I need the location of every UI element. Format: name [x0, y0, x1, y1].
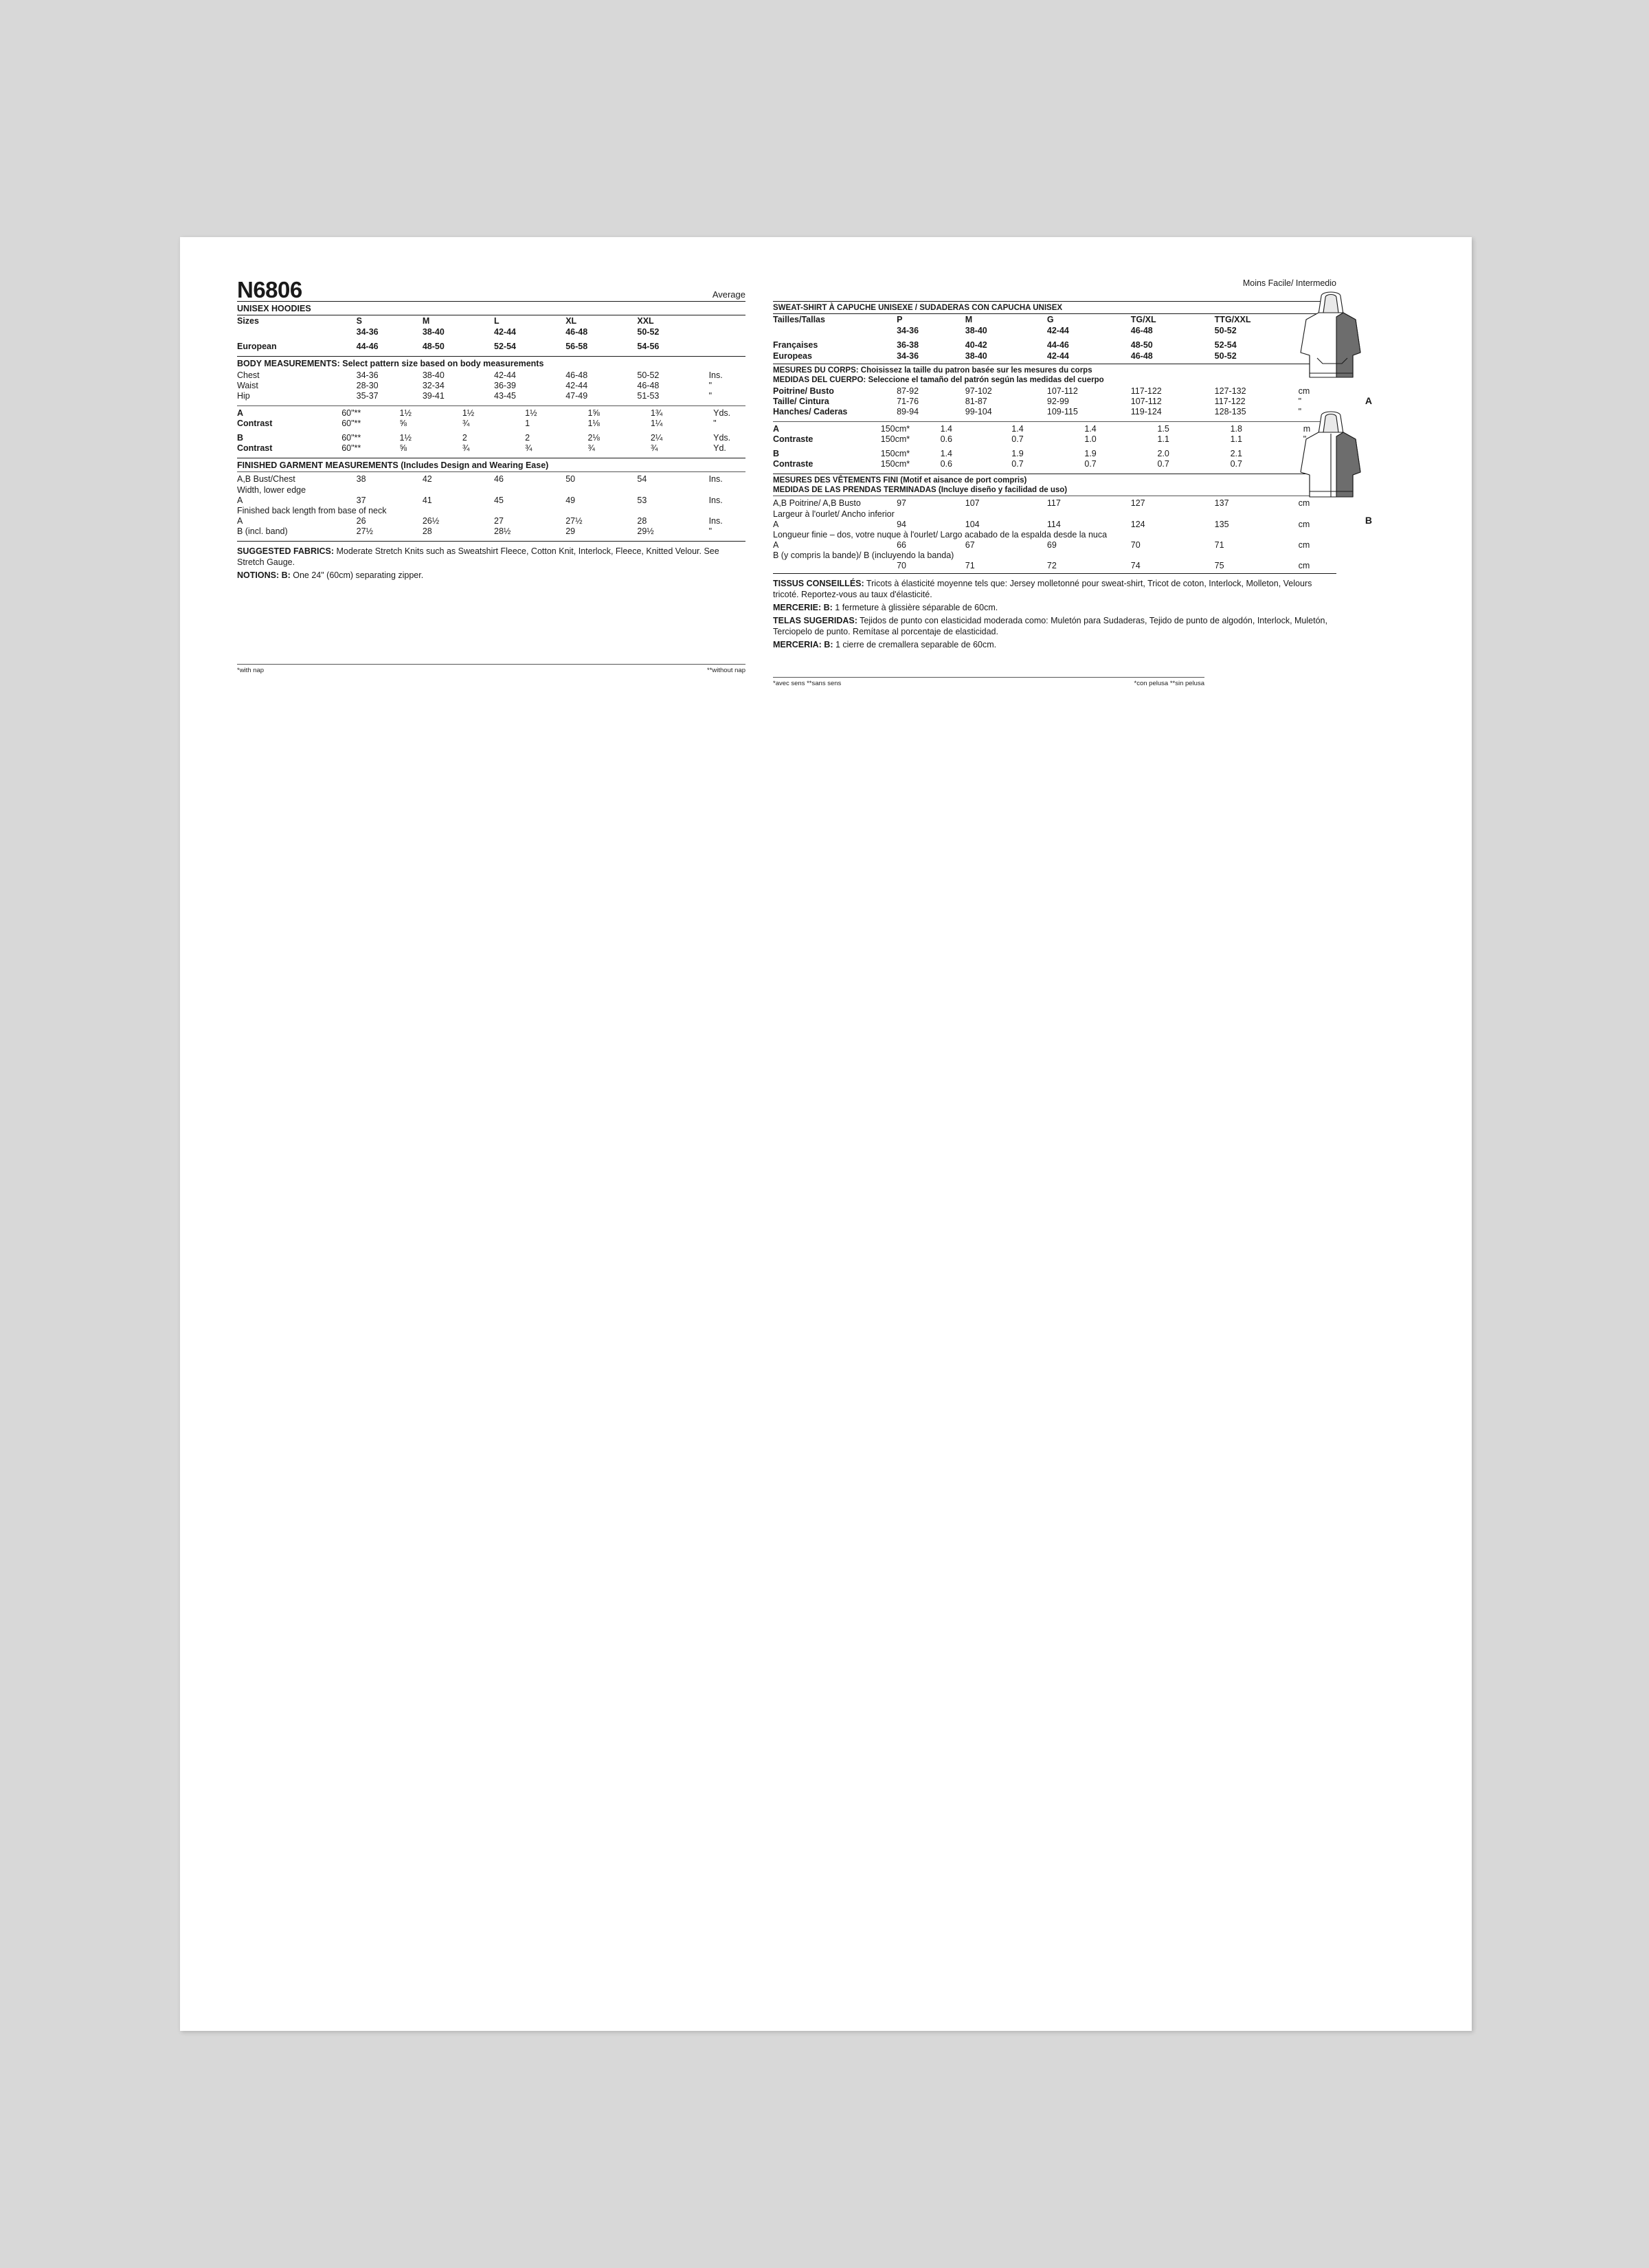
table-row: [237, 408, 745, 419]
cell: 37: [356, 495, 366, 505]
cell: 0.7: [1157, 459, 1169, 469]
english-title: UNISEX HOODIES: [237, 304, 311, 313]
table-row: [237, 380, 745, 390]
table-row: [773, 434, 1336, 445]
cell: 42-44: [1046, 351, 1069, 361]
table-row: [773, 540, 1336, 550]
cell: 114: [1046, 519, 1061, 529]
row-label-taille: Taille/ Cintura: [773, 396, 829, 406]
cell: 1½: [399, 432, 412, 443]
cell: 42-44: [494, 370, 516, 380]
cell: 1.4: [940, 424, 952, 434]
cell: 124: [1130, 519, 1145, 529]
cell: 40-42: [965, 340, 987, 350]
cell: 46-48: [565, 370, 588, 380]
tissus-text: Tricots à élasticité moyenne tels que: Jersey molletonné pour sweat-shirt, Tricot de coton, Interlock, Molleton, Velours tricoté. Reportez-vous au taux d'élasticité.: [773, 579, 1312, 600]
view-a-label: A: [1365, 395, 1372, 406]
cell: 38-40: [965, 326, 987, 335]
cell: 39-41: [422, 390, 445, 401]
cell: 46-48: [1130, 326, 1153, 335]
unit: ": [708, 526, 712, 537]
cell: 1.4: [1011, 424, 1024, 434]
view-a-illustration: [1291, 289, 1373, 405]
cell: ¾: [525, 443, 532, 454]
merceria-paragraph: [773, 639, 1336, 650]
mesures-vetements-title: MESURES DES VÊTEMENTS FINI (Motif et aisance de port compris): [773, 476, 1027, 485]
cell: 29½: [637, 526, 654, 537]
cell: 1⅛: [587, 419, 600, 429]
cell: 36-39: [494, 380, 516, 390]
cell: ¾: [462, 419, 470, 429]
cell: 27: [494, 516, 504, 526]
size-col-p: P: [897, 315, 903, 324]
table-row: [773, 498, 1336, 509]
cell: 36-38: [897, 340, 919, 350]
suggested-fabrics-heading: SUGGESTED FABRICS:: [237, 546, 334, 556]
yardage-width-contrast-b: 60"**: [341, 443, 361, 454]
unit: ": [708, 390, 712, 401]
cell: 2.1: [1230, 448, 1242, 458]
finished-label-bust: A,B Bust/Chest: [237, 474, 295, 485]
cell: 28½: [494, 526, 511, 537]
divider-fr-1: [773, 301, 1336, 302]
size-col-g: G: [1046, 315, 1054, 324]
size-range-m: 38-40: [422, 327, 445, 337]
medidas-prendas-title: MEDIDAS DE LAS PRENDAS TERMINADAS (Incluye diseño y facilidad de uso): [773, 485, 1068, 494]
cell: 0.7: [1230, 459, 1242, 469]
telas-heading: TELAS SUGERIDAS:: [773, 616, 857, 626]
cell: 117: [1046, 498, 1061, 509]
cell: 50-52: [1214, 326, 1237, 335]
cell: 44-46: [1046, 340, 1069, 350]
cell: 107: [965, 498, 980, 509]
cell: 34-36: [897, 351, 919, 361]
cell: 97: [897, 498, 906, 509]
yardage-width-a: 60"**: [341, 408, 361, 419]
suggested-fabrics-paragraph: [237, 546, 745, 568]
cell: 38-40: [965, 351, 987, 361]
unit: Yd.: [713, 443, 726, 454]
table-row: [237, 505, 745, 515]
cell: 71-76: [897, 396, 919, 406]
footnote-con-pelusa: *con pelusa **sin pelusa: [1134, 680, 1204, 688]
table-row: [237, 495, 745, 505]
cell: 75: [1214, 561, 1224, 571]
cell: 45: [494, 495, 504, 505]
table-row: [773, 396, 1336, 406]
table-row: [773, 445, 1336, 459]
cell: 127-132: [1214, 386, 1246, 396]
cell: 1½: [399, 408, 412, 419]
pattern-info-sheet: [237, 278, 1412, 966]
footnote-without-nap: **without nap: [707, 666, 745, 674]
cell: 70: [897, 561, 906, 571]
finished-fr-label-b-bande: B (y compris la bande)/ B (incluyendo la banda): [773, 551, 954, 561]
cell: 0.6: [940, 459, 952, 469]
size-col-xl: XL: [565, 316, 577, 326]
yardage-fr-width-b: 150cm*: [880, 448, 910, 458]
cell: 1.4: [1084, 424, 1097, 434]
tailles-label: Tailles/Tallas: [773, 315, 825, 324]
finished-label-b-length: B (incl. band): [237, 526, 288, 537]
size-range-xl: 46-48: [565, 327, 588, 337]
cell: 26: [356, 516, 366, 526]
yardage-label-b: B: [237, 432, 244, 443]
suggested-fabrics-text: Moderate Stretch Knits such as Sweatshirt Fleece, Cotton Knit, Interlock, Fleece, Knitted Velour. See Stretch Gauge.: [237, 546, 719, 567]
unit: ": [1298, 406, 1301, 416]
table-row: [237, 419, 745, 429]
cell: 34-36: [356, 370, 379, 380]
cell: 107-112: [1046, 386, 1078, 396]
english-footnotes: [237, 667, 745, 674]
cell: 50-52: [637, 370, 660, 380]
cell: 94: [897, 519, 906, 529]
table-row: [773, 529, 1336, 540]
difficulty-french: Moins Facile/ Intermedio: [1242, 278, 1336, 288]
table-row: [773, 551, 1336, 561]
table-row: [237, 370, 745, 380]
english-body-measurements-table: [237, 370, 745, 401]
finished-fr-label-largeur: Largeur à l'ourlet/ Ancho inferior: [773, 509, 895, 519]
cell: 28: [637, 516, 647, 526]
unit: cm: [1298, 498, 1310, 509]
cell: 67: [965, 540, 975, 551]
mercerie-text: 1 fermeture à glissière séparable de 60cm.: [832, 603, 998, 613]
finished-fr-label-blank: [773, 561, 897, 571]
cell: 81-87: [965, 396, 987, 406]
table-row: [773, 325, 1336, 336]
cell: 29: [565, 526, 576, 537]
yardage-fr-label-b: B: [773, 448, 780, 458]
french-finished-measurements-table: [773, 498, 1336, 571]
row-label-hip: Hip: [237, 390, 250, 401]
unit: Yds.: [713, 432, 731, 443]
finished-fr-label-a-width: A: [773, 519, 779, 529]
finished-label-a-length: A: [237, 516, 243, 526]
cell: 49: [565, 495, 576, 505]
yardage-width-contrast-a: 60"**: [341, 419, 361, 429]
cell: 0.6: [940, 434, 952, 445]
table-row: [773, 351, 1336, 362]
divider-en-1: [237, 301, 745, 302]
table-row: [237, 390, 745, 401]
european-s: 44-46: [356, 342, 379, 351]
sizes-label: Sizes: [237, 316, 259, 326]
table-row: [237, 443, 745, 454]
cell: 41: [422, 495, 432, 505]
cell: 71: [1214, 540, 1224, 551]
tissus-heading: TISSUS CONSEILLÉS:: [773, 579, 864, 589]
unit: cm: [1298, 540, 1310, 551]
european-label: European: [237, 342, 277, 351]
cell: 0.7: [1011, 434, 1024, 445]
unit: Ins.: [708, 495, 723, 505]
yardage-fr-width-contrast-b: 150cm*: [880, 459, 910, 469]
yardage-fr-label-contrast-a: Contraste: [773, 434, 814, 445]
divider-en-8: [237, 664, 745, 665]
size-col-m-fr: M: [965, 315, 973, 324]
cell: 27½: [565, 516, 583, 526]
table-row: [237, 515, 745, 526]
cell: 50: [565, 474, 576, 485]
yardage-label-contrast-a: Contrast: [237, 419, 273, 429]
cell: 46: [494, 474, 504, 485]
cell: 28: [422, 526, 432, 537]
notions-heading: NOTIONS: B:: [237, 570, 291, 580]
cell: 74: [1130, 561, 1141, 571]
yardage-fr-width-a: 150cm*: [880, 424, 910, 434]
table-row: [237, 474, 745, 485]
cell: 53: [637, 495, 647, 505]
tissus-conseilles-paragraph: [773, 578, 1336, 600]
cell: 104: [965, 519, 980, 529]
cell: 1.9: [1011, 448, 1024, 458]
size-col-ttgxxl: TTG/XXL: [1214, 315, 1251, 324]
francaises-label: Françaises: [773, 340, 818, 350]
mercerie-paragraph: [773, 602, 1336, 613]
cell: 1¼: [650, 419, 663, 429]
unit-blank: [709, 315, 745, 326]
mesures-du-corps-title: MESURES DU CORPS: Choisissez la taille du patron basée sur les mesures du corps: [773, 366, 1092, 375]
yardage-fr-label-a: A: [773, 424, 780, 434]
cell: 107-112: [1130, 396, 1162, 406]
european-xxl: 54-56: [637, 342, 660, 351]
english-yardage-table: [237, 408, 745, 454]
cell: 27½: [356, 526, 373, 537]
cell: 26½: [422, 516, 440, 526]
size-col-m: M: [422, 316, 430, 326]
footnote-with-nap: *with nap: [237, 666, 265, 674]
french-sizes-table: [773, 314, 1336, 362]
yardage-fr-label-contrast-b: Contraste: [773, 459, 814, 469]
row-label-waist: Waist: [237, 380, 258, 390]
yardage-fr-width-contrast-a: 150cm*: [880, 434, 910, 445]
yardage-label-a: A: [237, 408, 244, 419]
cell: 66: [897, 540, 906, 551]
cell: 1½: [462, 408, 475, 419]
finished-fr-label-a-length: A: [773, 540, 779, 551]
table-row: [773, 519, 1336, 529]
cell: 2: [462, 432, 467, 443]
cell: 99-104: [965, 406, 992, 416]
unit: cm: [1298, 561, 1310, 571]
row-label-chest: Chest: [237, 370, 260, 380]
cell: 47-49: [565, 390, 588, 401]
english-header-row: [237, 278, 745, 301]
cell: 2¼: [650, 432, 663, 443]
french-footnotes: [773, 680, 1204, 687]
cell: 92-99: [1046, 396, 1069, 406]
table-row: [237, 315, 745, 326]
european-xl: 56-58: [565, 342, 588, 351]
unit: ": [708, 380, 712, 390]
unit: cm: [1298, 386, 1310, 396]
cell: 1.0: [1084, 434, 1097, 445]
table-row: [237, 485, 745, 495]
table-row: [773, 561, 1336, 571]
size-range-l: 42-44: [494, 327, 516, 337]
cell: 46-48: [1130, 351, 1153, 361]
unit: Ins.: [708, 474, 723, 485]
french-yardage-table: [773, 424, 1336, 469]
row-label-poitrine: Poitrine/ Busto: [773, 386, 834, 396]
size-col-s: S: [356, 316, 362, 326]
cell: 87-92: [897, 386, 919, 396]
cell: 34-36: [897, 326, 919, 335]
cell: 46-48: [637, 380, 660, 390]
unit: m: [1303, 424, 1311, 434]
cell: 2: [525, 432, 530, 443]
cell: 127: [1130, 498, 1145, 509]
finished-label-back-length: Finished back length from base of neck: [237, 505, 387, 515]
european-l: 52-54: [494, 342, 516, 351]
unit: cm: [1298, 519, 1310, 529]
cell: 1.8: [1230, 424, 1242, 434]
unit: Yds.: [713, 408, 731, 419]
finished-label-width-lower-edge: Width, lower edge: [237, 485, 306, 495]
cell: ¾: [587, 443, 595, 454]
size-col-xxl: XXL: [637, 316, 654, 326]
cell: 1: [525, 419, 530, 429]
cell: 135: [1214, 519, 1229, 529]
cell: 109-115: [1046, 406, 1078, 416]
cell: 137: [1214, 498, 1229, 509]
yardage-label-contrast-b: Contrast: [237, 443, 273, 454]
finished-fr-label-longueur: Longueur finie – dos, votre nuque à l'ourlet/ Largo acabado de la espalda desde la nuca: [773, 529, 1108, 540]
cell: 1¾: [650, 408, 663, 419]
table-row: [773, 336, 1336, 351]
cell: 0.7: [1084, 459, 1097, 469]
cell: 32-34: [422, 380, 445, 390]
table-row: [773, 424, 1336, 434]
footnote-avec-sens: *avec sens **sans sens: [773, 680, 842, 688]
english-finished-measurements-table: [237, 474, 745, 537]
size-col-tgxl: TG/XL: [1130, 315, 1156, 324]
european-m: 48-50: [422, 342, 445, 351]
table-row: [773, 386, 1336, 396]
cell: ¾: [650, 443, 658, 454]
cell: ⅝: [399, 443, 407, 454]
cell: 2.0: [1157, 448, 1169, 458]
cell: 54: [637, 474, 647, 485]
cell: 28-30: [356, 380, 379, 390]
merceria-text: 1 cierre de cremallera separable de 60cm.: [833, 640, 997, 650]
pattern-number: N6806: [237, 277, 302, 302]
view-b-illustration: [1291, 409, 1373, 524]
table-row: [237, 526, 745, 537]
size-col-l: L: [494, 316, 500, 326]
cell: 38-40: [422, 370, 445, 380]
view-b-label: B: [1365, 515, 1372, 526]
french-spanish-column: [773, 278, 1372, 688]
row-label-hanches: Hanches/ Caderas: [773, 406, 848, 416]
cell: 1.9: [1084, 448, 1097, 458]
cell: 71: [965, 561, 975, 571]
body-measurements-title: BODY MEASUREMENTS: Select pattern size based on body measurements: [237, 359, 544, 368]
cell: 50-52: [1214, 351, 1237, 361]
medidas-del-cuerpo-title: MEDIDAS DEL CUERPO: Seleccione el tamaño del patrón según las medidas del cuerpo: [773, 376, 1104, 384]
finished-measurements-title: FINISHED GARMENT MEASUREMENTS (Includes Design and Wearing Ease): [237, 460, 549, 470]
cell: 97-102: [965, 386, 992, 396]
pattern-envelope-page: [180, 237, 1472, 2031]
table-row: [773, 509, 1336, 519]
divider-fr-8: [773, 677, 1204, 678]
table-row: [237, 429, 745, 443]
english-sizes-table: [237, 315, 745, 352]
size-range-s: 34-36: [356, 327, 379, 337]
cell: 117-122: [1130, 386, 1162, 396]
difficulty-english: Average: [712, 289, 745, 300]
cell: 52-54: [1214, 340, 1237, 350]
cell: 48-50: [1130, 340, 1153, 350]
merceria-heading: MERCERIA: B:: [773, 640, 833, 650]
cell: 38: [356, 474, 366, 485]
cell: ¾: [462, 443, 470, 454]
unit: Ins.: [708, 516, 723, 526]
unit: ": [1303, 434, 1307, 445]
cell: 2⅛: [587, 432, 600, 443]
cell: 119-124: [1130, 406, 1162, 416]
mercerie-heading: MERCERIE: B:: [773, 603, 833, 613]
finished-label-a-width: A: [237, 495, 243, 505]
cell: 42-44: [1046, 326, 1069, 335]
english-column: [237, 278, 745, 674]
size-range-xxl: 50-52: [637, 327, 660, 337]
cell: 0.7: [1011, 459, 1024, 469]
europeas-label: Europeas: [773, 351, 812, 361]
cell: 1.1: [1157, 434, 1169, 445]
cell: 51-53: [637, 390, 660, 401]
notions-text: One 24" (60cm) separating zipper.: [290, 570, 424, 580]
cell: 35-37: [356, 390, 379, 401]
cell: 70: [1130, 540, 1141, 551]
cell: 117-122: [1214, 396, 1246, 406]
table-row: [773, 459, 1336, 469]
divider-en-3: [237, 356, 745, 357]
cell: 42: [422, 474, 432, 485]
cell: 42-44: [565, 380, 588, 390]
cell: 1.5: [1157, 424, 1169, 434]
telas-sugeridas-paragraph: [773, 615, 1336, 637]
yardage-width-b: 60"**: [341, 432, 361, 443]
garment-illustrations: [1291, 289, 1380, 529]
french-header-row: [773, 278, 1336, 288]
cell: 128-135: [1214, 406, 1246, 416]
cell: 1½: [525, 408, 537, 419]
table-row: [237, 337, 745, 352]
table-row: [773, 406, 1336, 416]
table-row: [773, 314, 1336, 325]
cell: 43-45: [494, 390, 516, 401]
cell: 72: [1046, 561, 1057, 571]
telas-text: Tejidos de punto con elasticidad moderada como: Muletón para Sudaderas, Tejido de punto de algodón, Interlock, Muletón, Terciopelo de punto. Remítase al porcentaje de elasticidad.: [773, 616, 1327, 637]
finished-fr-label-poitrine: A,B Poitrine/ A,B Busto: [773, 498, 861, 509]
cell: ⅝: [399, 419, 407, 429]
cell: 69: [1046, 540, 1057, 551]
cell: 1⅝: [587, 408, 600, 419]
unit: ": [713, 419, 717, 429]
unit: Ins.: [708, 370, 723, 380]
cell: 1.4: [940, 448, 952, 458]
cell: 1.1: [1230, 434, 1242, 445]
notions-paragraph: [237, 570, 745, 581]
french-title: SWEAT-SHIRT À CAPUCHE UNISEXE / SUDADERAS CON CAPUCHA UNISEX: [773, 304, 1063, 312]
cell: 89-94: [897, 406, 919, 416]
table-row: [237, 326, 745, 337]
unit: ": [1298, 396, 1301, 406]
french-body-measurements-table: [773, 386, 1336, 417]
